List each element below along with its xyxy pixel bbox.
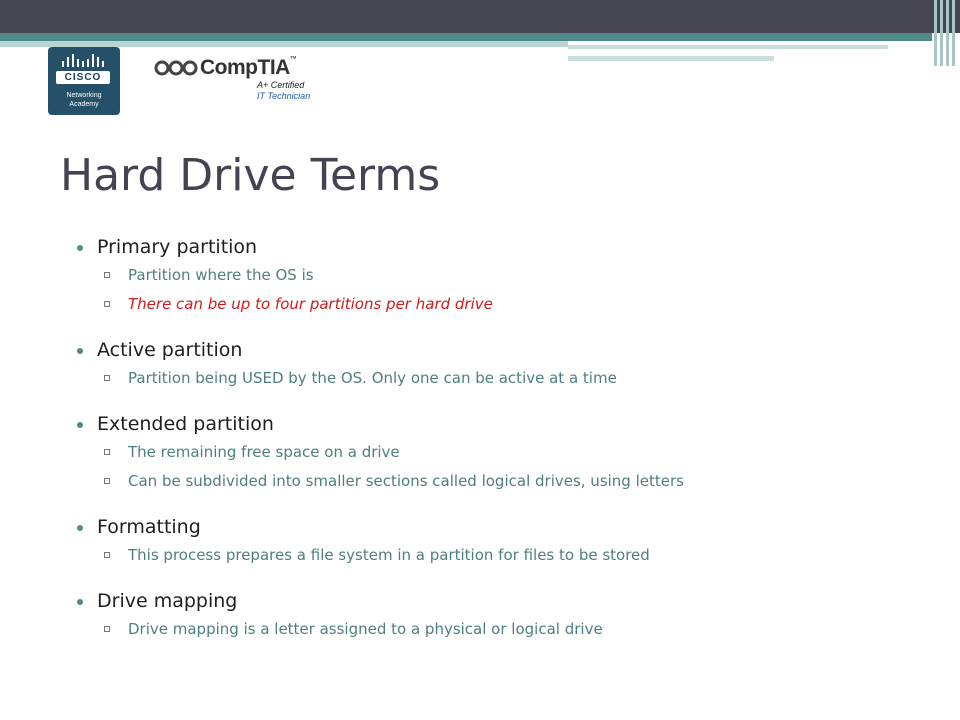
square-bullet-icon xyxy=(104,478,110,484)
bullet-list xyxy=(77,234,937,644)
bullet-dot-icon xyxy=(77,525,83,531)
top-bar xyxy=(0,0,960,33)
cisco-wordmark: CISCO xyxy=(56,71,110,84)
comptia-rings-icon xyxy=(154,58,200,78)
cisco-bars-icon xyxy=(48,51,120,73)
sub-bullet xyxy=(77,364,937,393)
sub-bullet-text: There can be up to four partitions per hard drive xyxy=(128,295,493,313)
bullet-extended-partition xyxy=(77,411,937,438)
bullet-primary-partition xyxy=(77,234,937,261)
comptia-name: CompTIA xyxy=(200,56,290,79)
accent-stripe xyxy=(0,33,932,41)
square-bullet-icon xyxy=(104,626,110,632)
bullet-dot-icon xyxy=(77,348,83,354)
square-bullet-icon xyxy=(104,375,110,381)
bullet-dot-icon xyxy=(77,599,83,605)
accent-stripe-short xyxy=(568,56,774,61)
cisco-subtitle-line1: Networking xyxy=(66,92,102,99)
sub-bullet xyxy=(77,615,937,644)
comptia-certified: A+ Certified xyxy=(257,80,305,90)
comptia-it-technician: IT Technician xyxy=(257,91,311,101)
bullet-label: Formatting xyxy=(97,516,201,538)
square-bullet-icon xyxy=(104,552,110,558)
bullet-dot-icon xyxy=(77,422,83,428)
sub-bullet-highlight xyxy=(77,290,937,319)
sub-bullet-text: Can be subdivided into smaller sections called logical drives, using letters xyxy=(128,472,684,490)
square-bullet-icon xyxy=(104,449,110,455)
sub-bullet-text: Partition where the OS is xyxy=(128,266,314,284)
sub-bullet-text: The remaining free space on a drive xyxy=(128,443,400,461)
bullet-label: Primary partition xyxy=(97,236,258,258)
bullet-formatting xyxy=(77,514,937,541)
sub-bullet-text: Partition being USED by the OS. Only one can be active at a time xyxy=(128,369,617,387)
bullet-active-partition xyxy=(77,337,937,364)
bullet-dot-icon xyxy=(77,245,83,251)
bullet-label: Drive mapping xyxy=(97,590,238,612)
sub-bullet xyxy=(77,541,937,570)
decorative-lines xyxy=(930,0,960,66)
slide-title: Hard Drive Terms xyxy=(60,150,441,201)
square-bullet-icon xyxy=(104,301,110,307)
bullet-label: Extended partition xyxy=(97,413,274,435)
sub-bullet xyxy=(77,467,937,496)
bullet-drive-mapping xyxy=(77,588,937,615)
accent-stripe-thin xyxy=(568,45,888,49)
bullet-label: Active partition xyxy=(97,339,243,361)
cisco-subtitle xyxy=(48,91,120,109)
sub-bullet xyxy=(77,438,937,467)
sub-bullet-text: Drive mapping is a letter assigned to a physical or logical drive xyxy=(128,620,603,638)
sub-bullet xyxy=(77,261,937,290)
cisco-networking-academy-logo xyxy=(48,47,120,115)
sub-bullet-text: This process prepares a file system in a partition for files to be stored xyxy=(128,546,650,564)
cisco-subtitle-line2: Academy xyxy=(69,101,99,108)
square-bullet-icon xyxy=(104,272,110,278)
comptia-logo xyxy=(154,56,324,106)
comptia-wordmark: CompTIA™ xyxy=(200,56,297,79)
